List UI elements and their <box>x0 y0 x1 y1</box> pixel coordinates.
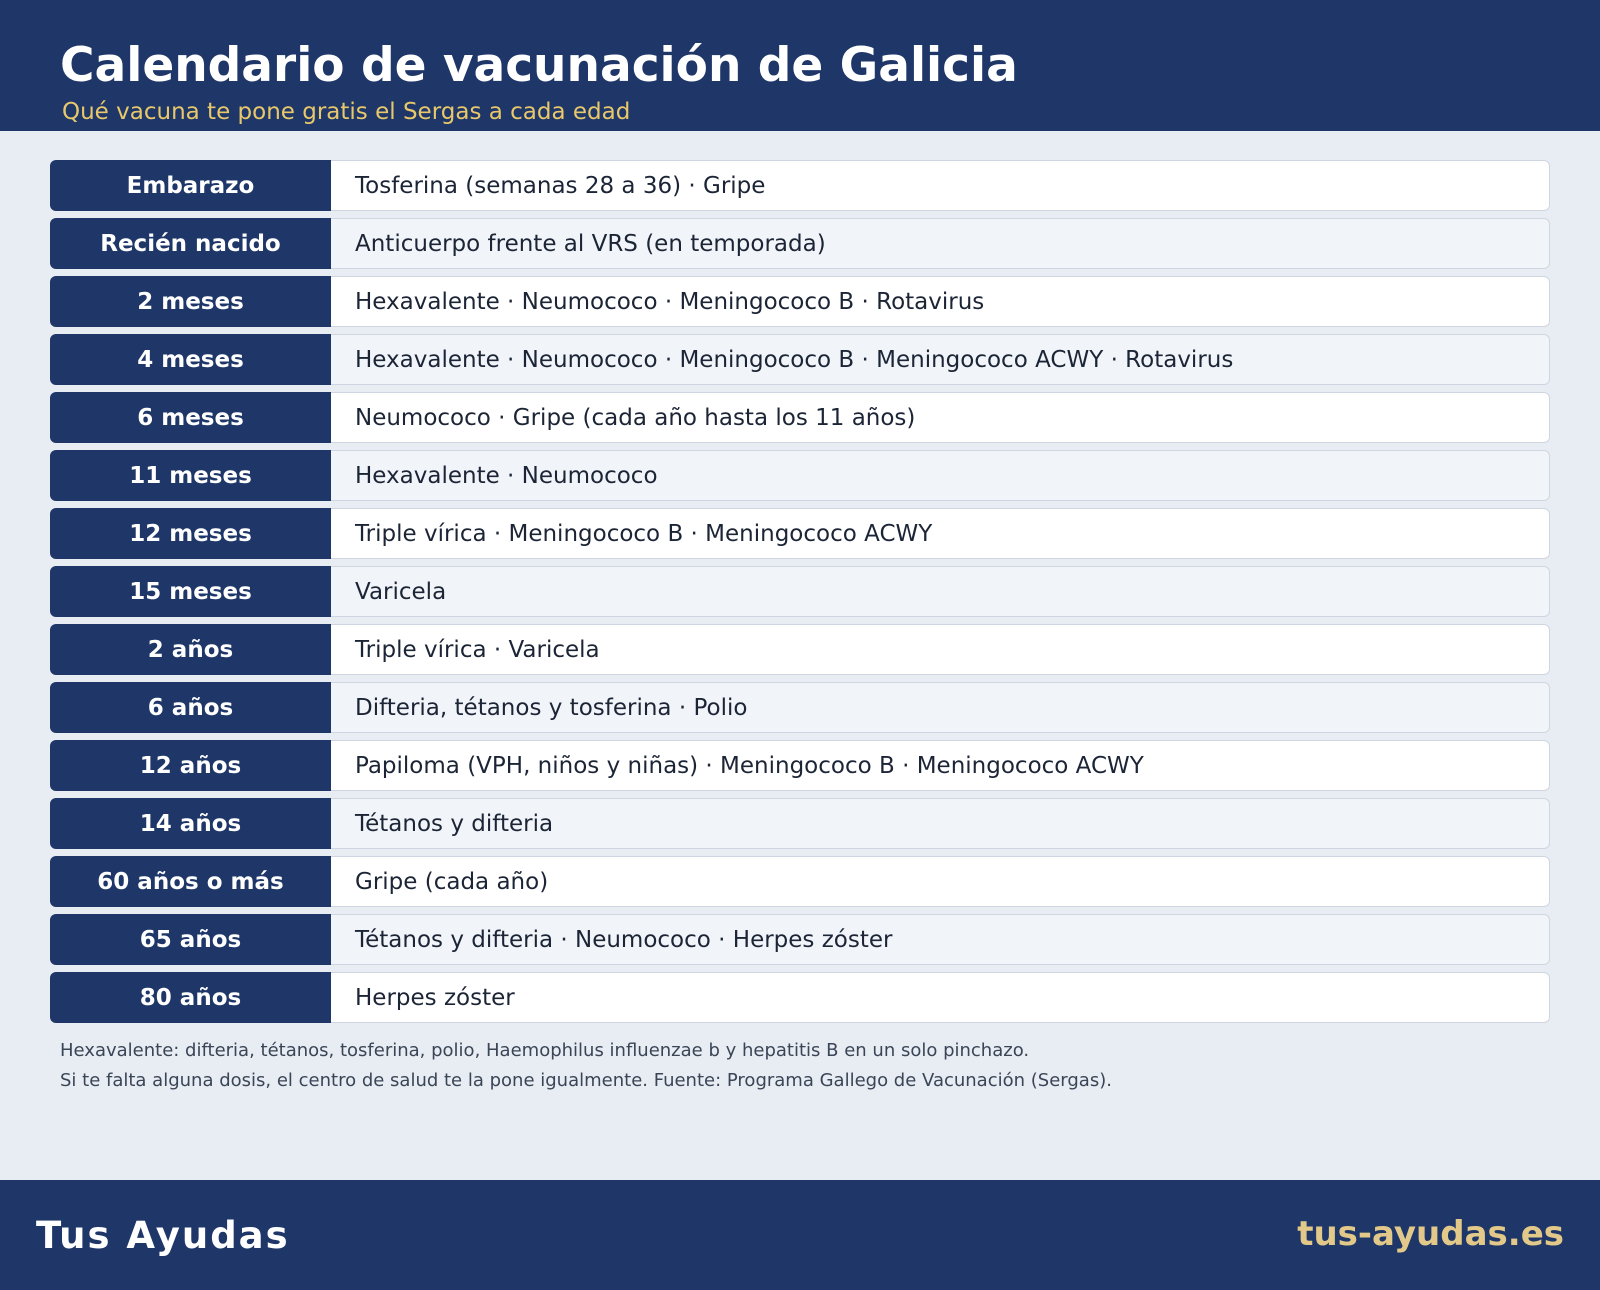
footnote-hexavalente: Hexavalente: difteria, tétanos, tosferina, polio, Haemophilus influenzae b y hepatitis B en un solo pinchazo. <box>60 1040 1030 1061</box>
age-label: 12 meses <box>50 508 331 559</box>
table-row <box>50 392 1550 443</box>
table-row <box>50 160 1550 211</box>
age-label: 60 años o más <box>50 856 331 907</box>
table-row <box>50 972 1550 1023</box>
brand-logo: Tus Ayudas <box>36 1214 290 1257</box>
vaccine-list: Varicela <box>331 566 1550 617</box>
table-row <box>50 914 1550 965</box>
vaccination-table <box>50 160 1550 1030</box>
vaccine-list: Neumococo · Gripe (cada año hasta los 11 años) <box>331 392 1550 443</box>
vaccine-list: Hexavalente · Neumococo <box>331 450 1550 501</box>
age-label: 4 meses <box>50 334 331 385</box>
age-label: 2 años <box>50 624 331 675</box>
header-banner <box>0 0 1600 131</box>
table-row <box>50 798 1550 849</box>
footnote-source: Si te falta alguna dosis, el centro de salud te la pone igualmente. Fuente: Programa Gallego de Vacunación (Sergas). <box>60 1070 1112 1091</box>
age-label: 80 años <box>50 972 331 1023</box>
age-label: 2 meses <box>50 276 331 327</box>
footer-banner <box>0 1180 1600 1290</box>
site-url: tus-ayudas.es <box>1297 1214 1564 1254</box>
age-label: Embarazo <box>50 160 331 211</box>
age-label: Recién nacido <box>50 218 331 269</box>
vaccine-list: Difteria, tétanos y tosferina · Polio <box>331 682 1550 733</box>
table-row <box>50 276 1550 327</box>
age-label: 12 años <box>50 740 331 791</box>
table-row <box>50 334 1550 385</box>
table-row <box>50 218 1550 269</box>
vaccine-list: Triple vírica · Varicela <box>331 624 1550 675</box>
age-label: 11 meses <box>50 450 331 501</box>
vaccine-list: Gripe (cada año) <box>331 856 1550 907</box>
age-label: 6 años <box>50 682 331 733</box>
vaccine-list: Tosferina (semanas 28 a 36) · Gripe <box>331 160 1550 211</box>
vaccine-list: Triple vírica · Meningococo B · Meningococo ACWY <box>331 508 1550 559</box>
age-label: 6 meses <box>50 392 331 443</box>
page-title: Calendario de vacunación de Galicia <box>60 38 1018 93</box>
page-subtitle: Qué vacuna te pone gratis el Sergas a cada edad <box>62 99 631 125</box>
age-label: 14 años <box>50 798 331 849</box>
vaccine-list: Papiloma (VPH, niños y niñas) · Meningococo B · Meningococo ACWY <box>331 740 1550 791</box>
age-label: 15 meses <box>50 566 331 617</box>
table-row <box>50 450 1550 501</box>
age-label: 65 años <box>50 914 331 965</box>
table-row <box>50 624 1550 675</box>
table-row <box>50 682 1550 733</box>
vaccine-list: Anticuerpo frente al VRS (en temporada) <box>331 218 1550 269</box>
vaccine-list: Tétanos y difteria · Neumococo · Herpes zóster <box>331 914 1550 965</box>
table-row <box>50 566 1550 617</box>
vaccine-list: Hexavalente · Neumococo · Meningococo B · Rotavirus <box>331 276 1550 327</box>
vaccine-list: Herpes zóster <box>331 972 1550 1023</box>
footnotes <box>60 1036 1112 1096</box>
table-row <box>50 740 1550 791</box>
table-row <box>50 856 1550 907</box>
table-row <box>50 508 1550 559</box>
vaccine-list: Tétanos y difteria <box>331 798 1550 849</box>
vaccine-list: Hexavalente · Neumococo · Meningococo B · Meningococo ACWY · Rotavirus <box>331 334 1550 385</box>
